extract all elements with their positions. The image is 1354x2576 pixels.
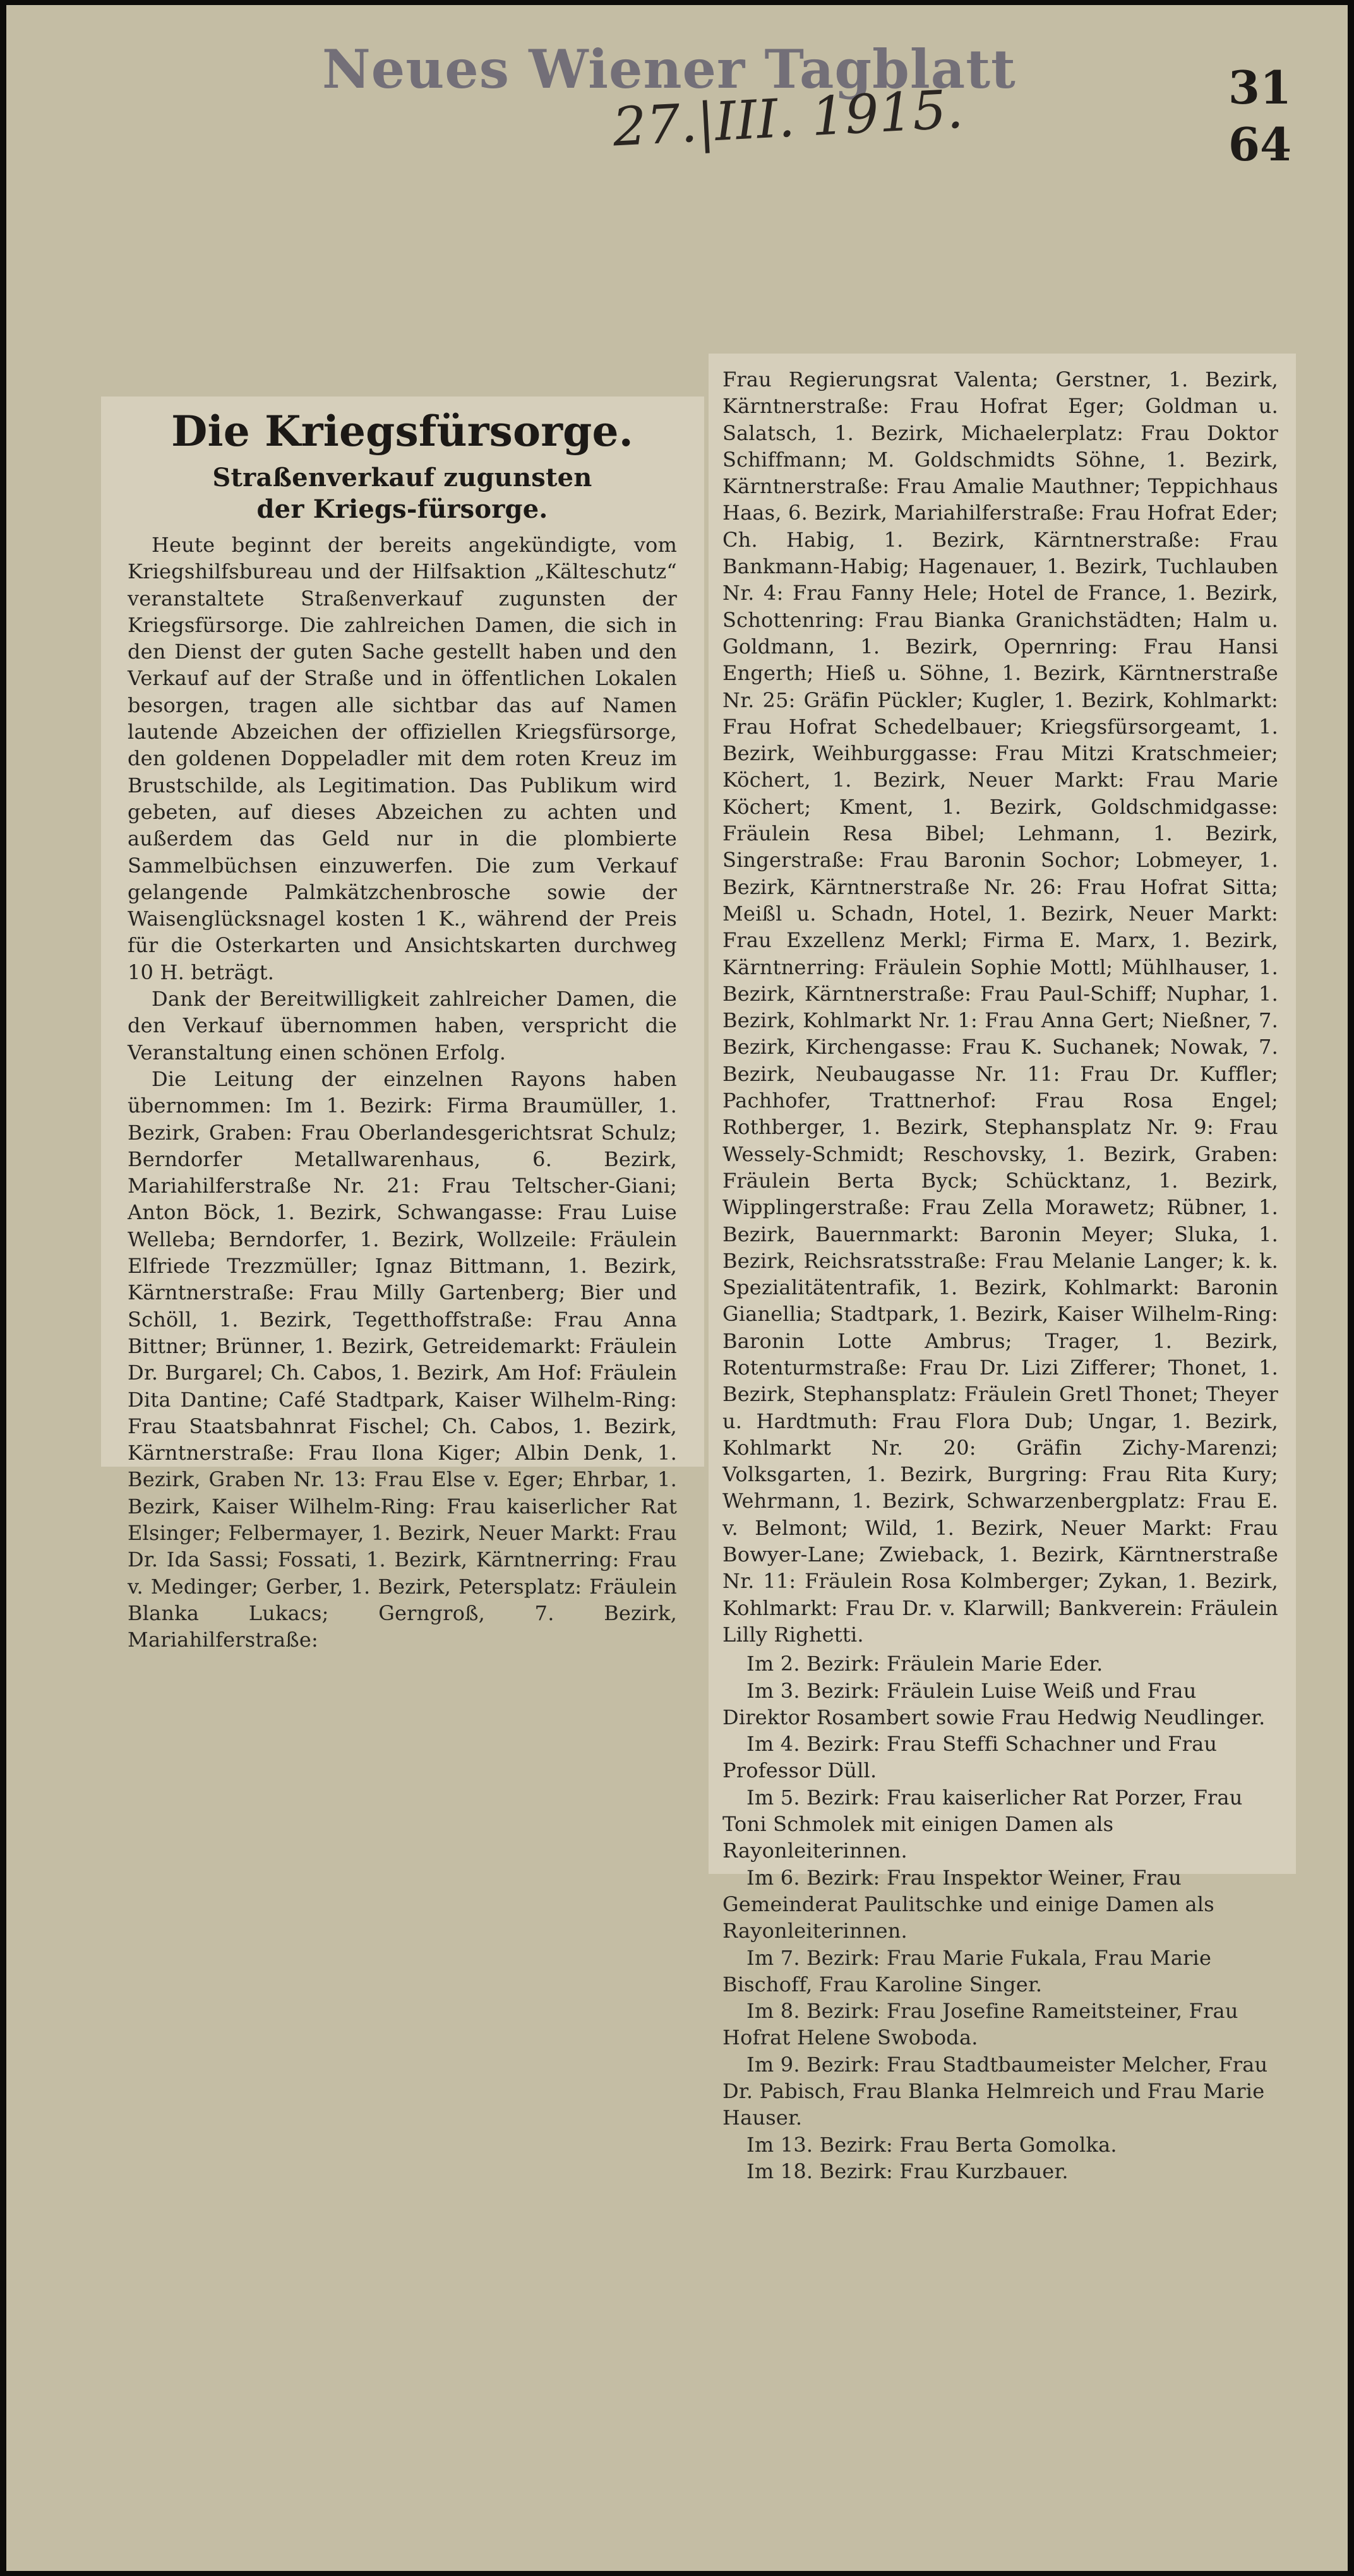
rayon-list-right: Frau Regierungsrat Valenta; Gerstner, 1. Bezirk, Kärntnerstraße: Frau Hofrat Eger; Goldman u. Salatsch, 1. Bezirk, Michaelerplatz: Frau Doktor Schiffmann; M. Goldschmidts Söhne, 1. Bezirk, Kärntnerstraße: Frau Amalie Mauthner; Teppichhaus Haas, 6. Bezirk, Mariahilferstraße: Frau Hofrat Eder; Ch. Habig, 1. Bezirk, Kärntnerstraße: Frau Bankmann-Habig; Hagenauer, 1. Bezirk, Tuchlauben Nr. 4: Frau Fanny Hele; Hotel de France, 1. Bezirk, Schottenring: Frau Bianka Granichstädten; Halm u. Goldmann, 1. Bezirk, Opernring: Frau Hansi Engerth; Hieß u. Söhne, 1. Bezirk, Kärntnerstraße Nr. 25: Gräfin Pückler; Kugler, 1. Bezirk, Kohlmarkt: Frau Hofrat Schedelbauer; Kriegsfürsorgeamt, 1. Bezirk, Weihburggasse: Frau Mitzi Kratschmeier; Köchert, 1. Bezirk, Neuer Markt: Frau Marie Köchert; Kment, 1. Bezirk, Goldschmidgasse: Fräulein Resa Bibel; Lehmann, 1. Bezirk, Singerstraße: Frau Baronin Sochor; Lobmeyer, 1. Bezirk, Kärntnerstraße Nr. 26: Frau Hofrat Sitta; Meißl u. Schadn, Hotel, 1. Bezirk, Neuer Markt: Frau Exzellenz Merkl; Firma E. Marx, 1. Bezirk, Kärntnerring: Fräulein Sophie Mottl; Mühlhauser, 1. Bezirk, Kärntnerstraße: Frau Paul-Schiff; Nuphar, 1. Bezirk, Kohlmarkt Nr. 1: Frau Anna Gert; Nießner, 7. Bezirk, Kirchengasse: Frau K. Suchanek; Nowak, 7. Bezirk, Neubaugasse Nr. 11: Frau Dr. Kuffler; Pachhofer, Trattnerhof: Frau Rosa Engel; Rothberger, 1. Bezirk, Stephansplatz Nr. 9: Frau Wessely-Schmidt; Reschovsky, 1. Bezirk, Graben: Fräulein Berta Byck; Schücktanz, 1. Bezirk, Wipplingerstraße: Frau Zella Morawetz; Rübner, 1. Bezirk, Bauernmarkt: Baronin Meyer; Sluka, 1. Bezirk, Reichsratsstraße: Frau Melanie Langer; k. k. Spezialitätentrafik, 1. Bezirk, Kohlmarkt: Baronin Gianellia; Stadtpark, 1. Bezirk, Kaiser Wilhelm-Ring: Baronin Lotte Ambrus; Trager, 1. Bezirk, Rotenturmstraße: Frau Dr. Lizi Zifferer; Thonet, 1. Bezirk, Stephansplatz: Fräulein Gretl Thonet; Theyer u. Hardtmuth: Frau Flora Dub; Ungar, 1. Bezirk, Kohlmarkt Nr. 20: Gräfin Zichy-Marenzi; Volksgarten, 1. Bezirk, Burgring: Frau Rita Kury; Wehrmann, 1. Bezirk, Schwarzenbergplatz: Frau E. v. Belmont; Wild, 1. Bezirk, Neuer Markt: Frau Bowyer-Lane; Zwieback, 1. Bezirk, Kärntnerstraße Nr. 11: Fräulein Rosa Kolmberger; Zykan, 1. Bezirk, Kohlmarkt: Frau Dr. v. Klarwill; Bankverein: Fräulein Lilly Righetti. (722, 367, 1278, 1647)
archive-sheet (6, 5, 1348, 2571)
article-subtitle: Straßenverkauf zugunsten der Kriegs-fürsorge. (212, 463, 592, 524)
clipping-left-column (101, 397, 704, 1652)
district-list (722, 1650, 1278, 2185)
article-title: Die Kriegsfürsorge. (171, 407, 633, 456)
district-entry: Im 9. Bezirk: Frau Stadtbaumeister Melcher, Frau Dr. Pabisch, Frau Blanka Helmreich und Frau Marie Hauser. (722, 2052, 1268, 2130)
district-entry: Im 7. Bezirk: Frau Marie Fukala, Frau Marie Bischoff, Frau Karoline Singer. (722, 1945, 1212, 1996)
right-column-body (722, 366, 1278, 2185)
district-entry: Im 3. Bezirk: Fräulein Luise Weiß und Frau Direktor Rosambert sowie Frau Hedwig Neudlinger. (722, 1678, 1266, 1729)
newspaper-source-stamp: Neues Wiener Tagblatt (322, 38, 1016, 100)
archive-number-bottom: 64 (1228, 117, 1292, 171)
handwritten-date: 27.|III. 1915. (611, 78, 965, 158)
article-thanks: Dank der Bereitwilligkeit zahlreicher Damen, die den Verkauf übernommen haben, verspricht die Veranstaltung einen schönen Erfolg. (128, 987, 677, 1064)
archive-number-top: 31 (1228, 61, 1292, 114)
district-entry: Im 18. Bezirk: Frau Kurzbauer. (746, 2159, 1069, 2183)
clipping-right-column (709, 354, 1296, 2183)
district-entry: Im 5. Bezirk: Frau kaiserlicher Rat Porzer, Frau Toni Schmolek mit einigen Damen als Rayonleiterinnen. (722, 1785, 1243, 1863)
left-column-body (128, 397, 677, 1653)
rayon-list-left: Die Leitung der einzelnen Rayons haben übernommen: Im 1. Bezirk: Firma Braumüller, 1. Bezirk, Graben: Frau Oberlandesgerichtsrat Schulz; Berndorfer Metallwarenhaus, 6. Bezirk, Mariahilferstraße Nr. 21: Frau Teltscher-Giani; Anton Böck, 1. Bezirk, Schwangasse: Frau Luise Welleba; Berndorfer, 1. Bezirk, Wollzeile: Fräulein Elfriede Trezzmüller; Ignaz Bittmann, 1. Bezirk, Kärntnerstraße: Frau Milly Gartenberg; Bier und Schöll, 1. Bezirk, Tegetthoffstraße: Frau Anna Bittner; Brünner, 1. Bezirk, Getreidemarkt: Fräulein Dr. Burgarel; Ch. Cabos, 1. Bezirk, Am Hof: Fräulein Dita Dantine; Café Stadtpark, Kaiser Wilhelm-Ring: Frau Staatsbahnrat Fischel; Ch. Cabos, 1. Bezirk, Kärntnerstraße: Frau Ilona Kiger; Albin Denk, 1. Bezirk, Graben Nr. 13: Frau Else v. Eger; Ehrbar, 1. Bezirk, Kaiser Wilhelm-Ring: Frau kaiserlicher Rat Elsinger; Felbermayer, 1. Bezirk, Neuer Markt: Frau Dr. Ida Sassi; Fossati, 1. Bezirk, Kärntnerring: Frau v. Medinger; Gerber, 1. Bezirk, Petersplatz: Fräulein Blanka Lukacs; Gerngroß, 7. Bezirk, Mariahilferstraße: (128, 1066, 677, 1652)
article-intro: Heute beginnt der bereits angekündigte, vom Kriegshilfsbureau und der Hilfsaktion „Kälteschutz“ veranstaltete Straßenverkauf zugunsten der Kriegsfürsorge. Die zahlreichen Damen, die sich in den Dienst der guten Sache gestellt haben und den Verkauf auf der Straße und in öffentlichen Lokalen besorgen, tragen alle sichtbar das auf Namen lautende Abzeichen der offiziellen Kriegsfürsorge, den goldenen Doppeladler mit dem roten Kreuz im Brustschilde, als Legitimation. Das Publikum wird gebeten, auf dieses Abzeichen zu achten und außerdem das Geld nur in die plombierte Sammelbüchsen einzuwerfen. Die zum Verkauf gelangende Palmkätzchenbrosche sowie der Waisenglücksnagel kosten 1 K., während der Preis für die Osterkarten und Ansichtskarten durchweg 10 H. beträgt. (128, 533, 677, 984)
district-entry: Im 13. Bezirk: Frau Berta Gomolka. (746, 2132, 1117, 2157)
district-entry: Im 4. Bezirk: Frau Steffi Schachner und Frau Professor Düll. (722, 1732, 1218, 1783)
district-entry: Im 8. Bezirk: Frau Josefine Rameitsteiner, Frau Hofrat Helene Swoboda. (722, 1999, 1238, 2050)
district-entry: Im 6. Bezirk: Frau Inspektor Weiner, Frau Gemeinderat Paulitschke und einige Damen als Rayonleiterinnen. (722, 1865, 1214, 1943)
district-entry: Im 2. Bezirk: Fräulein Marie Eder. (746, 1652, 1103, 1676)
